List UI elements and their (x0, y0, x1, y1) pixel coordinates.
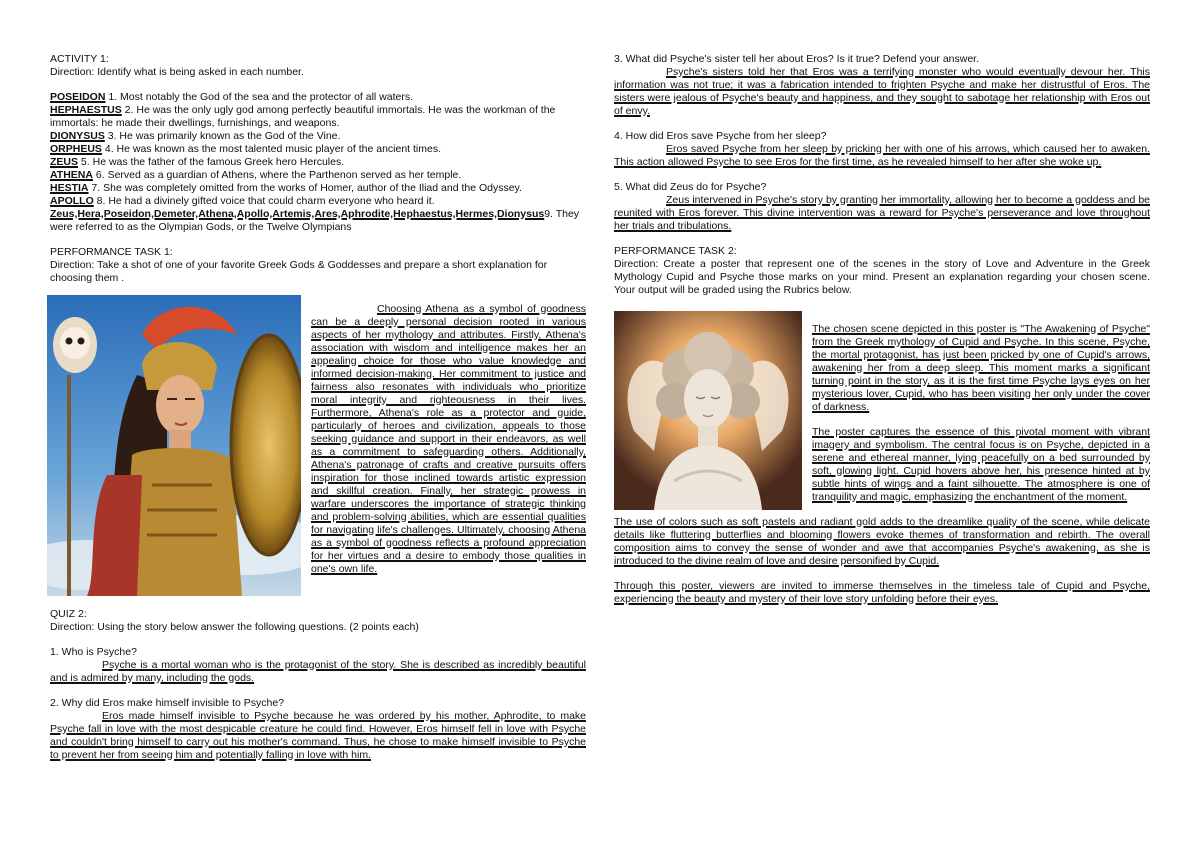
activity1-answer: HESTIA (50, 182, 89, 194)
activity1-question: 5. He was the father of the famous Greek hero Hercules. (78, 156, 345, 168)
activity1-question: 9. They were referred to as the Olympian Gods, or the Twelve Olympians (50, 208, 580, 233)
activity1-answer: ZEUS (50, 156, 79, 168)
quiz2-answer-4: Eros saved Psyche from her sleep by pricking her with one of his arrows, which caused her to awaken. This action allowed Psyche to see Eros for the first time, as he revealed himself to her after she woke up. (614, 143, 1150, 168)
quiz2-answer-3: Psyche's sisters told her that Eros was a terrifying monster who would eventually devour her. This information was not true; it was a fabrication intended to frighten Psyche and make her distrustful of Eros. The sisters were jealous of Psyche's beauty and happiness, and they sought to sabotage her relationship with Eros out of envy. (614, 66, 1150, 117)
activity1-item (50, 169, 586, 182)
task2-direction: Direction: Create a poster that represent one of the scenes in the story of Love and Adventure in the Greek Mythology Cupid and Psyche those marks on your mind. Present an explanation regarding your chosen scene. Your output will be graded using the Rubrics below. (614, 258, 1150, 296)
activity1-item (50, 195, 586, 208)
activity1-question: 8. He had a divinely gifted voice that could charm everyone who heard it. (93, 195, 435, 207)
quiz2-question-1: 1. Who is Psyche? (50, 646, 137, 658)
quiz2-answer-1: Psyche is a mortal woman who is the protagonist of the story. She is described as incredibly beautiful and is admired by many, including the gods. (50, 659, 586, 684)
quiz2-answer-5: Zeus intervened in Psyche's story by granting her immortality, allowing her to become a goddess and be reunited with Eros forever. This divine intervention was a reward for Psyche's perseverance and love throughout her trials and tribulations. (614, 194, 1150, 232)
activity1-question: 1. Most notably the God of the sea and the protector of all waters. (105, 91, 414, 103)
psyche-image (614, 311, 802, 510)
activity1-item (50, 143, 586, 156)
activity1-question: 6. Served as a guardian of Athens, where the Parthenon served as her temple. (92, 169, 462, 181)
task1-direction: Direction: Take a shot of one of your favorite Greek Gods & Goddesses and prepare a short explanation for choosing them . (50, 259, 548, 284)
task2-paragraph-3: The use of colors such as soft pastels and radiant gold adds to the dreamlike quality of the scene, while delicate details like fluttering butterflies and blooming flowers evoke themes of transformation and rebirth. The overall composition aims to convey the sense of wonder and awe that accompanies Psyche's awakening, as she is introduced to the divine realm of love and desire personified by Cupid. (614, 516, 1150, 567)
task1-explanation: Choosing Athena as a symbol of goodness can be a deeply personal decision rooted in various aspects of her mythology and attributes. Firstly, Athena's association with wisdom and intelligence makes her an appealing choice for those who value knowledge and informed decision-making. Her commitment to justice and fairness also resonates with individuals who prioritize moral integrity and righteousness in their lives. Furthermore, Athena's role as a protector and guide, particularly of heroes and civilization, appeals to those seeking guidance and support in their endeavors, as well as a commitment to safeguarding others. Additionally, Athena's patronage of crafts and creative pursuits offers inspiration for those inclined towards artistic expression and skillful creation. Finally, her strategic prowess in warfare underscores the importance of strategic thinking and problem-solving abilities, which are essential qualities for navigating life's challenges. Ultimately, choosing Athena as a symbol of goodness reflects a profound appreciation for her virtues and a desire to embody those qualities in one's own life. (311, 303, 586, 575)
task2-paragraph-2: The poster captures the essence of this pivotal moment with vibrant imagery and symbolism. The central focus is on Psyche, depicted in a serene and ethereal manner, lying peacefully on a bed surrounded by soft, glowing light. Cupid hovers above her, his presence hinted at by subtle hints of wings and a faint silhouette. The atmosphere is one of tranquility and magic, emphasizing the enchantment of the moment. (812, 426, 1150, 503)
activity1-answer: Zeus,Hera,Poseidon,Demeter,Athena,Apollo,Artemis,Ares,Aphrodite,Hephaestus,Hermes,Dionysus (50, 208, 545, 220)
left-column (50, 53, 586, 762)
activity1-question: 7. She was completely omitted from the works of Homer, author of the Iliad and the Odyssey. (88, 182, 522, 194)
activity1-answer: ORPHEUS (50, 143, 102, 155)
activity1-list (50, 91, 586, 234)
activity1-item (50, 182, 586, 195)
quiz2-answer-2: Eros made himself invisible to Psyche because he was ordered by his mother, Aphrodite, to make Psyche fall in love with the most despicable creature he could find. However, Eros himself fell in love with Psyche and couldn't bring himself to carry out his mother's command. Thus, he chose to make himself invisible to Psyche to prevent her from seeing him and potentially falling in love with him. (50, 710, 586, 761)
quiz2-question-5: 5. What did Zeus do for Psyche? (614, 181, 767, 193)
task2-paragraph-4: Through this poster, viewers are invited to immerse themselves in the timeless tale of Cupid and Psyche, experiencing the beauty and mystery of their love story unfolding before their eyes. (614, 580, 1150, 605)
activity1-answer: DIONYSUS (50, 130, 105, 142)
activity1-item (50, 208, 586, 234)
activity1-item (50, 104, 586, 130)
athena-image (47, 295, 301, 596)
quiz2-direction: Direction: Using the story below answer the following questions. (2 points each) (50, 621, 419, 633)
activity1-question: 4. He was known as the most talented music player of the ancient times. (101, 143, 442, 155)
task1-title: PERFORMANCE TASK 1: (50, 246, 173, 258)
task2-title: PERFORMANCE TASK 2: (614, 245, 737, 257)
right-column (614, 53, 1150, 606)
activity1-item (50, 130, 586, 143)
quiz2-question-2: 2. Why did Eros make himself invisible to Psyche? (50, 697, 285, 709)
task2-paragraph-1: The chosen scene depicted in this poster is "The Awakening of Psyche" from the Greek mythology of Cupid and Psyche. In this scene, Psyche, the mortal protagonist, has just been pricked by one of Cupid's arrows, awakening her from a deep sleep. This moment marks a significant turning point in the story, as it is the first time Psyche lays eyes on her mysterious lover, Cupid, who has been visiting her only under the cover of darkness. (812, 323, 1150, 413)
activity1-question: 2. He was the only ugly god among perfectly beautiful immortals. He was the workman of the immortals: he made their dwellings, furnishings, and weapons. (50, 104, 556, 129)
quiz2-title: QUIZ 2: (50, 608, 87, 620)
activity1-question: 3. He was primarily known as the God of the Vine. (104, 130, 341, 142)
activity1-answer: ATHENA (50, 169, 93, 181)
quiz2-question-4: 4. How did Eros save Psyche from her sleep? (614, 130, 827, 142)
activity1-answer: APOLLO (50, 195, 94, 207)
activity1-direction: Direction: Identify what is being asked in each number. (50, 66, 304, 78)
activity1-answer: POSEIDON (50, 91, 106, 103)
activity1-item (50, 156, 586, 169)
quiz2-question-3: 3. What did Psyche's sister tell her about Eros? Is it true? Defend your answer. (614, 53, 980, 65)
activity1-answer: HEPHAESTUS (50, 104, 122, 116)
activity1-item (50, 91, 586, 104)
activity1-title: ACTIVITY 1: (50, 53, 109, 65)
